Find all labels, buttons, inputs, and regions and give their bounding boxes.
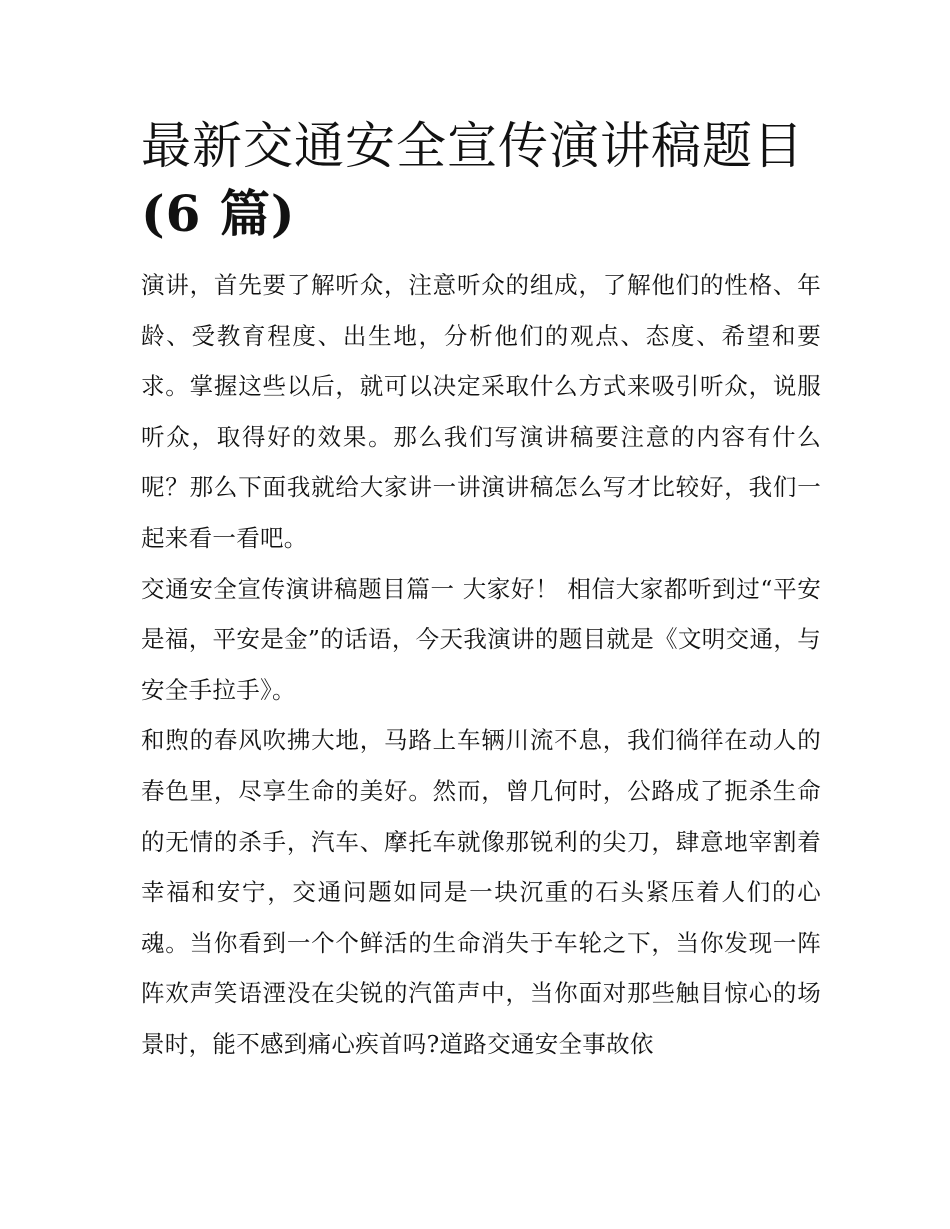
paragraph-spring-breeze: 和煦的春风吹拂大地，马路上车辆川流不息，我们徜徉在动人的春色里，尽享生命的美好。然而，曾几何时，公路成了扼杀生命的无情的杀手，汽车、摩托车就像那锐利的尖刀，肆意地宰割着幸福和安宁，交通问题如同是一块沉重的石头紧压着人们的心魂。当你看到一个个鲜活的生命消失于车轮之下，当你发现一阵阵欢声笑语湮没在尖锐的汽笛声中，当你面对那些触目惊心的场景时，能不感到痛心疾首吗?道路交通安全事故依 [141, 726, 821, 1058]
title-line-2: (6 篇) [141, 184, 296, 243]
title-line-1: 最新交通安全宣传演讲稿题目 [141, 117, 804, 175]
paragraph-intro: 演讲，首先要了解听众，注意听众的组成，了解他们的性格、年龄、受教育程度、出生地，分析他们的观点、态度、希望和要求。掌握这些以后，就可以决定采取什么方式来吸引听众，说服听众，取得好的效果。那么我们写演讲稿要注意的内容有什么呢？那么下面我就给大家讲一讲演讲稿怎么写才比较好，我们一起来看一看吧。 [141, 271, 821, 552]
paragraph-speech-opening: 交通安全宣传演讲稿题目篇一 大家好！ 相信大家都听到过“平安是福，平安是金”的话语，今天我演讲的题目就是《文明交通，与安全手拉手》。 [141, 574, 821, 704]
document-page [141, 112, 821, 1070]
document-title [141, 112, 821, 248]
